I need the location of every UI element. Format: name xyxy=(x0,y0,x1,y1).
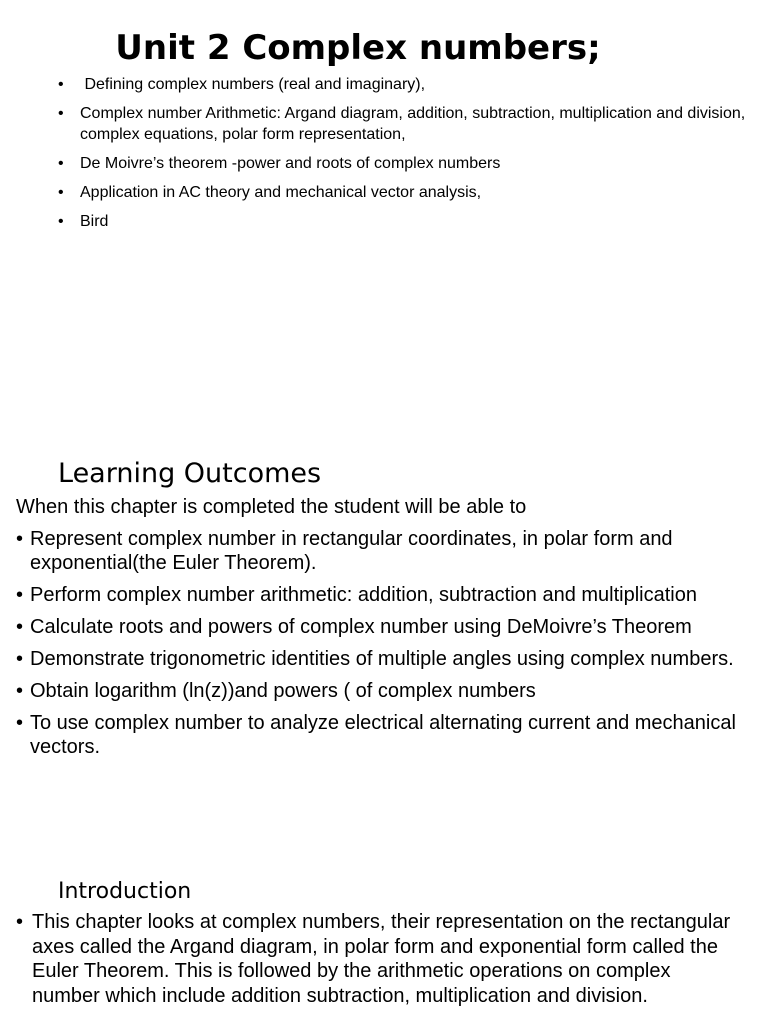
bullet-icon: • xyxy=(58,184,64,201)
page-title: Unit 2 Complex numbers; xyxy=(115,28,601,68)
bullet-icon: • xyxy=(16,911,24,933)
introduction-item xyxy=(16,910,736,1008)
outcome-text: Obtain logarithm (ln(z))and powers ( of complex numbers xyxy=(30,680,536,702)
outcome-text: Demonstrate trigonometric identities of multiple angles using complex numbers. xyxy=(30,648,734,670)
topic-item xyxy=(58,74,748,95)
topic-text: Application in AC theory and mechanical vector analysis, xyxy=(80,184,482,201)
introduction-text: This chapter looks at complex numbers, their representation on the rectangular axes called the Argand diagram, in polar form and exponential form called the Euler Theorem. This is followed by the arithmetic operations on complex number which include addition subtraction, multiplication and division. xyxy=(32,911,731,1007)
topic-text: Defining complex numbers (real and imaginary), xyxy=(80,76,426,93)
bullet-icon: • xyxy=(16,584,24,606)
outcome-item xyxy=(16,679,756,703)
bullet-icon: • xyxy=(16,680,24,702)
topics-list xyxy=(58,74,748,240)
introduction-list xyxy=(16,910,736,1008)
topic-item xyxy=(58,153,748,174)
topic-item xyxy=(58,182,748,203)
outcome-item xyxy=(16,647,756,671)
topic-item xyxy=(58,103,748,145)
bullet-icon: • xyxy=(16,712,24,734)
introduction-heading: Introduction xyxy=(58,879,192,904)
learning-outcomes-list xyxy=(16,527,756,767)
bullet-icon: • xyxy=(58,105,64,122)
outcome-item xyxy=(16,711,756,759)
topic-text: Bird xyxy=(80,213,109,230)
outcome-text: Calculate roots and powers of complex number using DeMoivre’s Theorem xyxy=(30,616,692,638)
topic-text: De Moivre’s theorem -power and roots of complex numbers xyxy=(80,155,501,172)
learning-outcomes-heading: Learning Outcomes xyxy=(58,458,322,489)
learning-outcomes-intro: When this chapter is completed the student will be able to xyxy=(16,496,527,518)
bullet-icon: • xyxy=(58,76,64,93)
topic-text: Complex number Arithmetic: Argand diagram, addition, subtraction, multiplication and division, complex equations, polar form representation, xyxy=(80,105,746,143)
bullet-icon: • xyxy=(58,213,64,230)
bullet-icon: • xyxy=(58,155,64,172)
bullet-icon: • xyxy=(16,616,24,638)
outcome-text: Represent complex number in rectangular coordinates, in polar form and exponential(the Euler Theorem). xyxy=(30,528,673,574)
outcome-text: Perform complex number arithmetic: addition, subtraction and multiplication xyxy=(30,584,697,606)
bullet-icon: • xyxy=(16,528,24,550)
outcome-item xyxy=(16,527,756,575)
bullet-icon: • xyxy=(16,648,24,670)
outcome-item xyxy=(16,615,756,639)
outcome-text: To use complex number to analyze electrical alternating current and mechanical vectors. xyxy=(30,712,736,758)
outcome-item xyxy=(16,583,756,607)
topic-item xyxy=(58,211,748,232)
